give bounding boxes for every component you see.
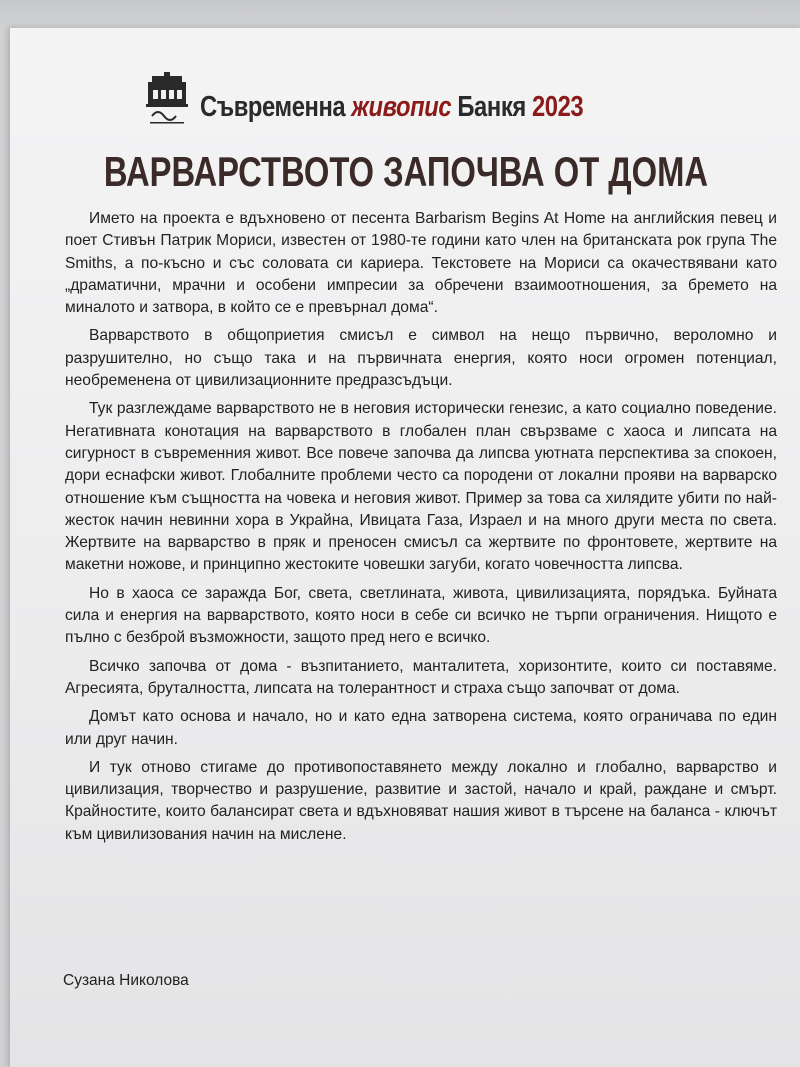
page-title: ВАРВАРСТВОТО ЗАПОЧВА ОТ ДОМА	[103, 148, 709, 195]
author-name: Сузана Николова	[63, 972, 189, 989]
paragraph-7: И тук отново стигаме до противопоставянето между локално и глобално, варварство и цивилизация, творчество и разрушение, развитие и застой, начало и край, раждане и смърт. Крайностите, които балансират света и вдъхновяват нашия живот в търсене на баланса - ключът към цивилизования начин на мислене.	[65, 758, 777, 843]
article-body	[65, 208, 777, 852]
paragraph-2: Варварството в общоприетия смисъл е символ на нещо първично, вероломно и разрушително, но също така и на първичната енергия, която носи огромен потенциал, необременена от цивилизационните предразсъдъци.	[65, 327, 777, 390]
paragraph-5: Всичко започва от дома - възпитанието, манталитета, хоризонтите, които си поставяме. Агресията, бруталността, липсата на толерантност и страха също започват от дома.	[65, 657, 777, 697]
paragraph-4: Но в хаоса се заражда Бог, света, светлината, живота, цивилизацията, порядъка. Буйната сила и енергия на варварството, която носи в себе си всичко не търпи ограничения. Нищото е пълно с безброй възможности, защото пред него е всичко.	[65, 584, 777, 647]
gallery-building-logo-icon	[144, 70, 190, 128]
exhibition-subtitle: Съвременна живопис Банкя 2023	[200, 91, 584, 123]
exhibition-panel	[10, 28, 800, 1067]
paragraph-3: Тук разглеждаме варварството не в неговия исторически генезис, а като социално поведение. Негативната конотация на варварството в глобален план свързваме с хаоса и липсата на сигурност в съвременния живот. Все повече започва да липсва уютната перспектива за спокоен, дори еснафски живот. Глобалните проблеми често са породени от локални прояви на варварско отношение към същността на човека и неговия живот. Пример за това са хилядите убити по най-жесток начин невинни хора в Украйна, Ивицата Газа, Израел и на много други места по света. Жертвите на варварство в пряк и преносен смисъл са жертвите по фронтовете, жертвите на макетни ножове, и принципно жестоките човешки загуби, когато човечността липсва.	[65, 400, 777, 574]
paragraph-1: Името на проекта е вдъхновено от песента Barbarism Begins At Home на английския певец и поет Стивън Патрик Мориси, известен от 1980-те години като член на британската рок група The Smiths, а по-късно и със соловата си кариера. Текстовете на Мориси са окачествявани като „драматични, мрачни и особени импресии за обречени взаимоотношения, за бремето на миналото и затвора, в който се е превърнал дома“.	[65, 210, 777, 317]
paragraph-6: Домът като основа и начало, но и като една затворена система, която ограничава по един или друг начин.	[65, 708, 777, 748]
header	[10, 70, 800, 133]
header-line	[144, 70, 667, 128]
